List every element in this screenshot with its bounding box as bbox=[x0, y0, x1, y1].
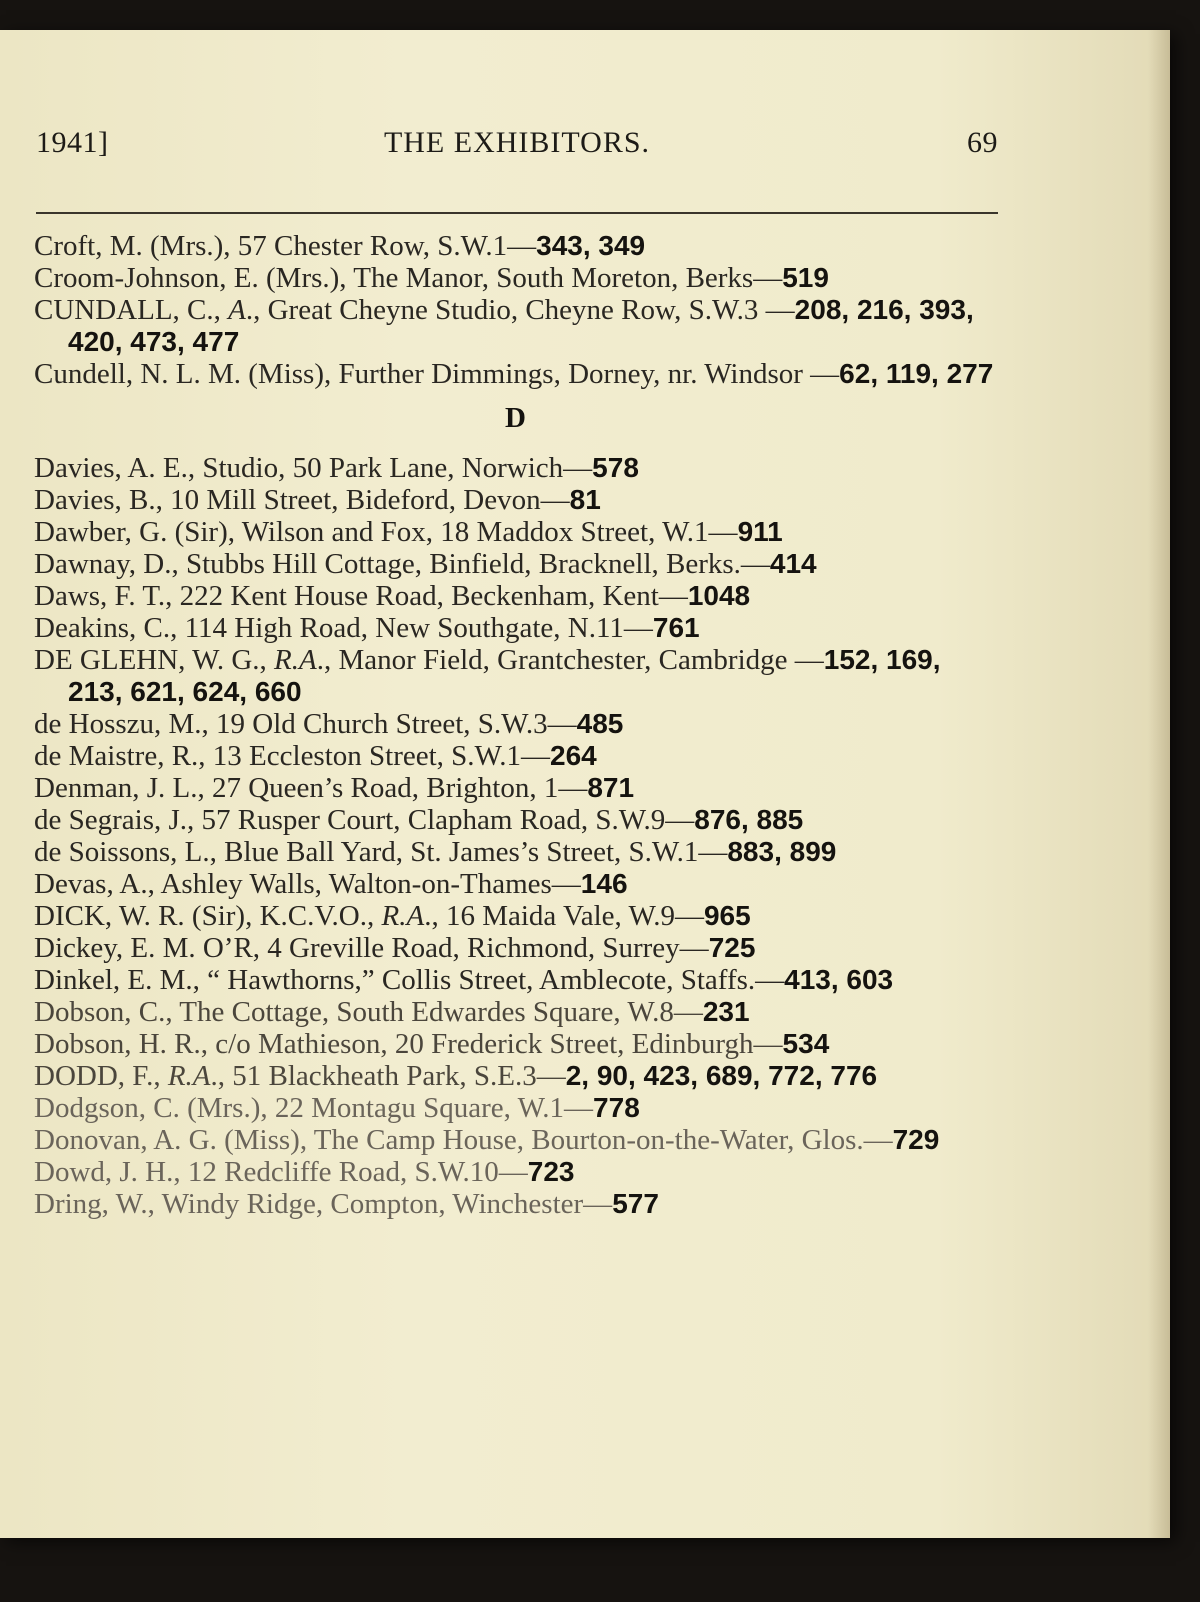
catalogue-numbers: 761 bbox=[652, 612, 700, 643]
catalogue-numbers: 911 bbox=[737, 516, 783, 547]
catalogue-numbers: 231 bbox=[702, 996, 750, 1027]
catalogue-numbers: 578 bbox=[592, 452, 639, 483]
catalogue-numbers: 519 bbox=[782, 262, 829, 293]
catalogue-numbers: 883, 899 bbox=[727, 836, 837, 867]
catalogue-numbers: 146 bbox=[580, 868, 628, 899]
book-page bbox=[0, 30, 1170, 1538]
list-item: Deakins, C., 114 High Road, New Southgate, N.11—761 bbox=[34, 612, 700, 644]
list-item: Davies, A. E., Studio, 50 Park Lane, Norwich—578 bbox=[34, 452, 639, 484]
catalogue-numbers: 343, 349 bbox=[536, 230, 646, 261]
catalogue-numbers: 534 bbox=[782, 1028, 830, 1059]
list-item: Dodgson, C. (Mrs.), 22 Montagu Square, W.1—778 bbox=[34, 1092, 640, 1124]
header-rule bbox=[36, 212, 998, 214]
catalogue-numbers: 62, 119, 277 bbox=[839, 358, 994, 389]
catalogue-numbers: 208, 216, 393, 420, 473, 477 bbox=[68, 294, 974, 357]
list-item: de Maistre, R., 13 Eccleston Street, S.W.1—264 bbox=[34, 740, 597, 772]
list-item: de Hosszu, M., 19 Old Church Street, S.W.3—485 bbox=[34, 708, 624, 740]
catalogue-numbers: 81 bbox=[569, 484, 601, 515]
list-item: Dinkel, E. M., “ Hawthorns,” Collis Street, Amblecote, Staffs.—413, 603 bbox=[34, 964, 894, 996]
list-item: Dring, W., Windy Ridge, Compton, Winchester—577 bbox=[34, 1188, 659, 1220]
catalogue-numbers: 725 bbox=[708, 932, 756, 963]
header-year: 1941] bbox=[36, 126, 109, 159]
running-header bbox=[36, 126, 998, 166]
list-item: Denman, J. L., 27 Queen’s Road, Brighton, 1—871 bbox=[34, 772, 635, 804]
catalogue-numbers: 965 bbox=[703, 900, 751, 931]
section-letter: D bbox=[505, 402, 527, 434]
catalogue-numbers: 729 bbox=[892, 1124, 940, 1155]
list-item: CUNDALL, C., A., Great Cheyne Studio, Cheyne Row, S.W.3 —208, 216, 393, 420, 473, 477 bbox=[34, 294, 974, 357]
catalogue-numbers: 871 bbox=[587, 772, 635, 803]
catalogue-numbers: 577 bbox=[612, 1188, 659, 1219]
list-item: DODD, F., R.A., 51 Blackheath Park, S.E.3—2, 90, 423, 689, 772, 776 bbox=[34, 1060, 878, 1092]
list-item: DICK, W. R. (Sir), K.C.V.O., R.A., 16 Maida Vale, W.9—965 bbox=[34, 900, 751, 932]
list-item: Davies, B., 10 Mill Street, Bideford, Devon—81 bbox=[34, 484, 601, 516]
list-item: Daws, F. T., 222 Kent House Road, Beckenham, Kent—1048 bbox=[34, 580, 751, 612]
list-item: de Soissons, L., Blue Ball Yard, St. James’s Street, S.W.1—883, 899 bbox=[34, 836, 837, 868]
catalogue-numbers: 413, 603 bbox=[784, 964, 894, 995]
catalogue-numbers: 876, 885 bbox=[694, 804, 804, 835]
list-item: Dawber, G. (Sir), Wilson and Fox, 18 Maddox Street, W.1—911 bbox=[34, 516, 783, 548]
list-item: de Segrais, J., 57 Rusper Court, Clapham Road, S.W.9—876, 885 bbox=[34, 804, 804, 836]
catalogue-numbers: 1048 bbox=[687, 580, 751, 611]
list-item: Dobson, C., The Cottage, South Edwardes Square, W.8—231 bbox=[34, 996, 750, 1028]
catalogue-numbers: 778 bbox=[593, 1092, 640, 1123]
list-item: Devas, A., Ashley Walls, Walton-on-Thames—146 bbox=[34, 868, 628, 900]
list-item: Cundell, N. L. M. (Miss), Further Dimmings, Dorney, nr. Windsor —62, 119, 277 bbox=[34, 358, 994, 390]
list-item: Croom-Johnson, E. (Mrs.), The Manor, South Moreton, Berks—519 bbox=[34, 262, 829, 294]
list-item: Dowd, J. H., 12 Redcliffe Road, S.W.10—723 bbox=[34, 1156, 575, 1188]
catalogue-numbers: 485 bbox=[576, 708, 624, 739]
list-item: Croft, M. (Mrs.), 57 Chester Row, S.W.1—343, 349 bbox=[34, 230, 646, 262]
catalogue-numbers: 152, 169, 213, 621, 624, 660 bbox=[68, 644, 941, 707]
list-item: DE GLEHN, W. G., R.A., Manor Field, Grantchester, Cambridge —152, 169, 213, 621, 624, 660 bbox=[34, 644, 941, 707]
catalogue-numbers: 264 bbox=[550, 740, 597, 771]
list-item: Dobson, H. R., c/o Mathieson, 20 Frederick Street, Edinburgh—534 bbox=[34, 1028, 830, 1060]
list-item: Dickey, E. M. O’R, 4 Greville Road, Richmond, Surrey—725 bbox=[34, 932, 756, 964]
page-number: 69 bbox=[967, 126, 998, 159]
exhibitor-list bbox=[34, 230, 998, 1220]
catalogue-numbers: 414 bbox=[769, 548, 817, 579]
catalogue-numbers: 723 bbox=[527, 1156, 575, 1187]
list-item: Donovan, A. G. (Miss), The Camp House, Bourton-on-the-Water, Glos.—729 bbox=[34, 1124, 940, 1156]
header-title: THE EXHIBITORS. bbox=[383, 126, 651, 159]
list-item: Dawnay, D., Stubbs Hill Cottage, Binfield, Bracknell, Berks.—414 bbox=[34, 548, 817, 580]
catalogue-numbers: 2, 90, 423, 689, 772, 776 bbox=[565, 1060, 878, 1091]
